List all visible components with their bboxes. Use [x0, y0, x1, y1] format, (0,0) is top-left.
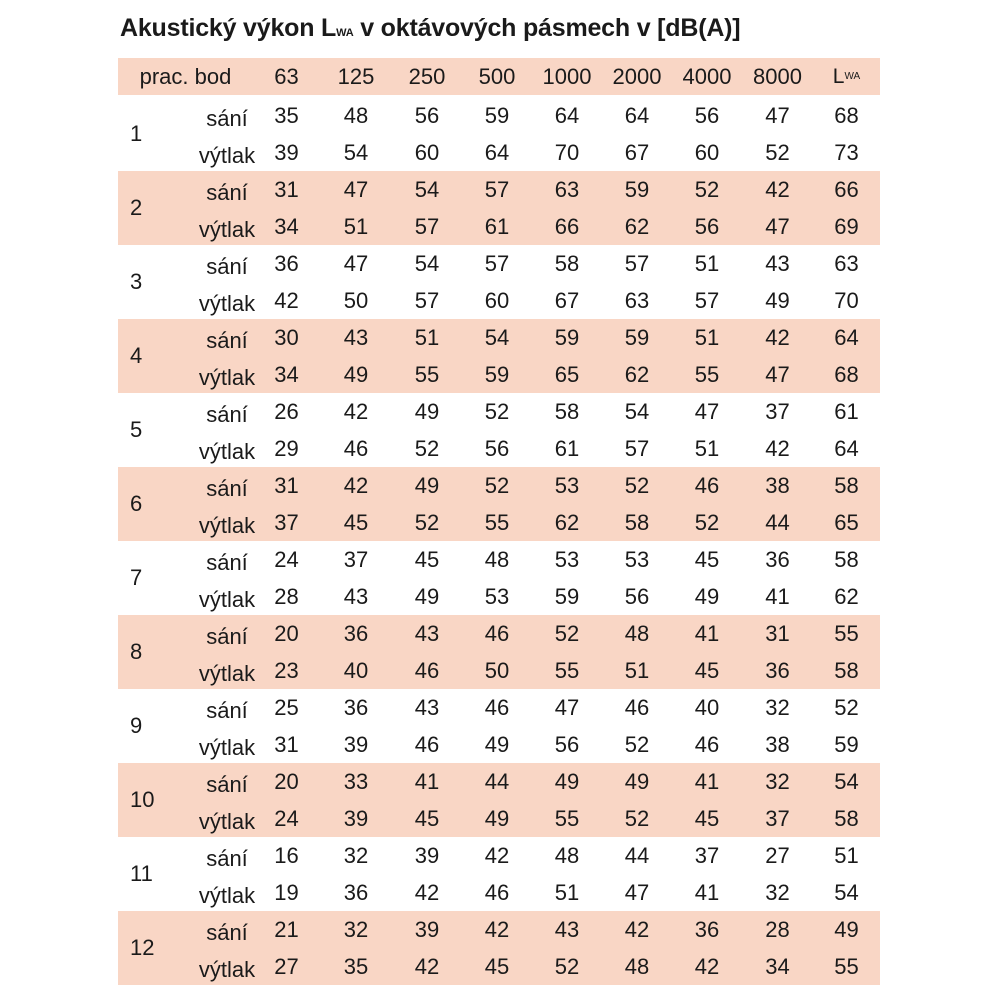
- discharge-value-cell: 57: [694, 287, 720, 313]
- discharge-value-cell: 69: [834, 213, 859, 239]
- discharge-value-cell: 39: [274, 139, 299, 165]
- suction-value-cell: 40: [694, 694, 720, 720]
- discharge-value-cell: 23: [274, 657, 299, 683]
- mode-label-suction: sání: [206, 920, 248, 945]
- header-lwa-main: L: [832, 65, 845, 88]
- operating-point-number: 11: [130, 861, 153, 886]
- discharge-value-cell: 67: [624, 139, 650, 165]
- discharge-value-cell: 58: [834, 805, 859, 831]
- table-title: [120, 14, 740, 43]
- suction-value-cell: 46: [694, 472, 720, 498]
- discharge-value-cell: 70: [834, 287, 859, 313]
- discharge-value-cell: 41: [765, 583, 790, 609]
- suction-value-cell: 64: [834, 324, 859, 350]
- operating-point-number: 8: [130, 639, 143, 664]
- suction-value-cell: 33: [343, 768, 369, 794]
- operating-point-number: 1: [130, 121, 143, 146]
- suction-value-cell: 36: [343, 694, 369, 720]
- mode-label-discharge: výtlak: [198, 143, 256, 168]
- discharge-value-cell: 52: [624, 731, 650, 757]
- discharge-value-cell: 51: [554, 879, 580, 905]
- suction-value-cell: 64: [624, 102, 650, 128]
- suction-value-cell: 52: [624, 472, 650, 498]
- operating-point-number: 2: [130, 195, 143, 220]
- suction-value-cell: 49: [624, 768, 650, 794]
- discharge-value-cell: 46: [343, 435, 369, 461]
- discharge-value-cell: 73: [834, 139, 859, 165]
- mode-label-suction: sání: [206, 476, 248, 501]
- discharge-value-cell: 60: [484, 287, 510, 313]
- discharge-value-cell: 46: [414, 657, 440, 683]
- discharge-value-cell: 47: [765, 213, 790, 239]
- operating-point-group: [118, 763, 880, 837]
- suction-value-cell: 38: [765, 472, 790, 498]
- discharge-value-cell: 38: [765, 731, 790, 757]
- mode-label-suction: sání: [206, 698, 248, 723]
- discharge-value-cell: 49: [414, 583, 440, 609]
- discharge-value-cell: 57: [414, 213, 440, 239]
- suction-value-cell: 31: [765, 620, 790, 646]
- suction-value-cell: 37: [343, 546, 369, 572]
- operating-point-cell: [118, 837, 256, 911]
- suction-value-cell: 53: [624, 546, 650, 572]
- table-header-row: [118, 58, 880, 95]
- suction-value-cell: 56: [694, 102, 720, 128]
- discharge-value-cell: 34: [274, 213, 299, 239]
- mode-label-suction: sání: [206, 254, 248, 279]
- suction-value-cell: 47: [765, 102, 790, 128]
- discharge-value-cell: 45: [484, 953, 510, 979]
- discharge-value-cell: 24: [274, 805, 299, 831]
- suction-value-cell: 43: [554, 916, 580, 942]
- discharge-value-cell: 58: [624, 509, 650, 535]
- suction-value-cell: 42: [343, 398, 369, 424]
- discharge-value-cell: 60: [414, 139, 440, 165]
- operating-point-number: 6: [130, 491, 143, 516]
- table-body: [118, 97, 880, 985]
- operating-point-number: 5: [130, 417, 143, 442]
- suction-value-cell: 45: [414, 546, 440, 572]
- suction-value-cell: 26: [274, 398, 299, 424]
- suction-value-cell: 58: [554, 250, 580, 276]
- discharge-value-cell: 36: [765, 657, 790, 683]
- suction-value-cell: 20: [274, 768, 299, 794]
- header-band-4000: 4000: [682, 63, 732, 89]
- suction-value-cell: 41: [694, 768, 720, 794]
- suction-value-cell: 31: [274, 176, 299, 202]
- suction-value-cell: 54: [414, 176, 440, 202]
- discharge-value-cell: 62: [624, 361, 650, 387]
- operating-point-cell: [118, 541, 256, 615]
- operating-point-group: [118, 467, 880, 541]
- discharge-value-cell: 70: [554, 139, 580, 165]
- operating-point-cell: [118, 615, 256, 689]
- discharge-value-cell: 49: [343, 361, 369, 387]
- suction-value-cell: 58: [554, 398, 580, 424]
- operating-point-cell: [118, 393, 256, 467]
- operating-point-group: [118, 541, 880, 615]
- discharge-value-cell: 52: [414, 509, 440, 535]
- suction-value-cell: 32: [343, 842, 369, 868]
- suction-value-cell: 59: [554, 324, 580, 350]
- suction-value-cell: 44: [484, 768, 510, 794]
- acoustic-power-table: [118, 58, 880, 985]
- discharge-value-cell: 36: [343, 879, 369, 905]
- operating-point-group: [118, 245, 880, 319]
- discharge-value-cell: 55: [414, 361, 440, 387]
- suction-value-cell: 52: [554, 620, 580, 646]
- operating-point-group: [118, 319, 880, 393]
- discharge-value-cell: 56: [624, 583, 650, 609]
- operating-point-cell: [118, 319, 256, 393]
- suction-value-cell: 25: [274, 694, 299, 720]
- discharge-value-cell: 49: [694, 583, 720, 609]
- suction-value-cell: 46: [624, 694, 650, 720]
- discharge-value-cell: 53: [484, 583, 510, 609]
- operating-point-number: 7: [130, 565, 143, 590]
- discharge-value-cell: 45: [343, 509, 369, 535]
- discharge-value-cell: 47: [624, 879, 650, 905]
- suction-value-cell: 63: [834, 250, 859, 276]
- header-band-2000: 2000: [612, 63, 662, 89]
- suction-value-cell: 31: [274, 472, 299, 498]
- discharge-value-cell: 63: [624, 287, 650, 313]
- discharge-value-cell: 58: [834, 657, 859, 683]
- mode-label-suction: sání: [206, 846, 248, 871]
- discharge-value-cell: 29: [274, 435, 299, 461]
- suction-value-cell: 28: [765, 916, 790, 942]
- mode-label-suction: sání: [206, 624, 248, 649]
- suction-value-cell: 46: [484, 694, 510, 720]
- suction-value-cell: 52: [484, 472, 510, 498]
- discharge-value-cell: 52: [694, 509, 720, 535]
- suction-value-cell: 32: [765, 694, 790, 720]
- mode-label-discharge: výtlak: [198, 809, 256, 834]
- suction-value-cell: 42: [343, 472, 369, 498]
- suction-value-cell: 48: [343, 102, 369, 128]
- suction-value-cell: 54: [624, 398, 650, 424]
- suction-value-cell: 49: [554, 768, 580, 794]
- operating-point-cell: [118, 97, 256, 171]
- suction-value-cell: 51: [694, 250, 720, 276]
- suction-value-cell: 36: [694, 916, 720, 942]
- suction-value-cell: 54: [414, 250, 440, 276]
- suction-value-cell: 59: [624, 176, 650, 202]
- mode-label-suction: sání: [206, 328, 248, 353]
- suction-value-cell: 59: [484, 102, 510, 128]
- suction-value-cell: 53: [554, 546, 580, 572]
- discharge-value-cell: 62: [834, 583, 859, 609]
- suction-value-cell: 57: [484, 176, 510, 202]
- discharge-value-cell: 51: [624, 657, 650, 683]
- discharge-value-cell: 48: [624, 953, 650, 979]
- suction-value-cell: 42: [484, 916, 510, 942]
- discharge-value-cell: 65: [554, 361, 580, 387]
- discharge-value-cell: 55: [554, 805, 580, 831]
- suction-value-cell: 20: [274, 620, 299, 646]
- suction-value-cell: 68: [834, 102, 859, 128]
- discharge-value-cell: 56: [554, 731, 580, 757]
- discharge-value-cell: 56: [694, 213, 720, 239]
- suction-value-cell: 59: [624, 324, 650, 350]
- discharge-value-cell: 62: [554, 509, 580, 535]
- discharge-value-cell: 45: [694, 805, 720, 831]
- discharge-value-cell: 40: [343, 657, 369, 683]
- discharge-value-cell: 27: [274, 953, 299, 979]
- discharge-value-cell: 61: [554, 435, 580, 461]
- discharge-value-cell: 57: [414, 287, 440, 313]
- discharge-value-cell: 37: [274, 509, 299, 535]
- operating-point-number: 3: [130, 269, 143, 294]
- discharge-value-cell: 52: [554, 953, 580, 979]
- title-rest: v oktávových pásmech v [dB(A)]: [353, 14, 741, 42]
- mode-label-discharge: výtlak: [198, 365, 256, 390]
- suction-value-cell: 51: [834, 842, 859, 868]
- operating-point-number: 4: [130, 343, 143, 368]
- discharge-value-cell: 54: [343, 139, 369, 165]
- header-lwa: [813, 58, 880, 95]
- operating-point-group: [118, 615, 880, 689]
- discharge-value-cell: 52: [414, 435, 440, 461]
- suction-value-cell: 44: [624, 842, 650, 868]
- mode-label-suction: sání: [206, 106, 248, 131]
- discharge-value-cell: 55: [554, 657, 580, 683]
- discharge-value-cell: 35: [343, 953, 369, 979]
- suction-value-cell: 47: [554, 694, 580, 720]
- discharge-value-cell: 49: [484, 805, 510, 831]
- discharge-value-cell: 66: [554, 213, 580, 239]
- header-band-125: 125: [337, 63, 375, 89]
- suction-value-cell: 46: [484, 620, 510, 646]
- discharge-value-cell: 52: [624, 805, 650, 831]
- mode-label-discharge: výtlak: [198, 735, 256, 760]
- discharge-value-cell: 42: [414, 953, 440, 979]
- operating-point-cell: [118, 689, 256, 763]
- discharge-value-cell: 54: [834, 879, 859, 905]
- mode-label-discharge: výtlak: [198, 439, 256, 464]
- suction-value-cell: 49: [414, 472, 440, 498]
- suction-value-cell: 53: [554, 472, 580, 498]
- mode-label-suction: sání: [206, 550, 248, 575]
- suction-value-cell: 43: [414, 694, 440, 720]
- suction-value-cell: 37: [694, 842, 720, 868]
- suction-value-cell: 35: [274, 102, 299, 128]
- discharge-value-cell: 46: [694, 731, 720, 757]
- discharge-value-cell: 42: [274, 287, 299, 313]
- discharge-value-cell: 34: [765, 953, 790, 979]
- mode-label-discharge: výtlak: [198, 291, 256, 316]
- header-band-63: 63: [274, 63, 299, 89]
- discharge-value-cell: 44: [765, 509, 790, 535]
- suction-value-cell: 49: [834, 916, 859, 942]
- suction-value-cell: 61: [834, 398, 859, 424]
- suction-value-cell: 66: [834, 176, 859, 202]
- discharge-value-cell: 55: [834, 953, 859, 979]
- discharge-value-cell: 41: [694, 879, 720, 905]
- discharge-value-cell: 28: [274, 583, 299, 609]
- suction-value-cell: 54: [834, 768, 859, 794]
- suction-value-cell: 58: [834, 472, 859, 498]
- suction-value-cell: 45: [694, 546, 720, 572]
- suction-value-cell: 32: [343, 916, 369, 942]
- title-main: Akustický výkon L: [120, 14, 337, 42]
- suction-value-cell: 52: [484, 398, 510, 424]
- suction-value-cell: 32: [765, 768, 790, 794]
- discharge-value-cell: 56: [484, 435, 510, 461]
- suction-value-cell: 47: [343, 250, 369, 276]
- header-band-1000: 1000: [542, 63, 592, 89]
- suction-value-cell: 64: [554, 102, 580, 128]
- discharge-value-cell: 62: [624, 213, 650, 239]
- discharge-value-cell: 51: [694, 435, 720, 461]
- suction-value-cell: 43: [765, 250, 790, 276]
- operating-point-group: [118, 171, 880, 245]
- suction-value-cell: 52: [834, 694, 859, 720]
- discharge-value-cell: 64: [834, 435, 859, 461]
- discharge-value-cell: 61: [484, 213, 510, 239]
- discharge-value-cell: 42: [765, 435, 790, 461]
- suction-value-cell: 49: [414, 398, 440, 424]
- suction-value-cell: 43: [343, 324, 369, 350]
- operating-point-group: [118, 837, 880, 911]
- mode-label-suction: sání: [206, 772, 248, 797]
- suction-value-cell: 57: [484, 250, 510, 276]
- suction-value-cell: 56: [414, 102, 440, 128]
- discharge-value-cell: 68: [834, 361, 859, 387]
- operating-point-cell: [118, 171, 256, 245]
- suction-value-cell: 51: [694, 324, 720, 350]
- suction-value-cell: 39: [414, 916, 440, 942]
- mode-label-discharge: výtlak: [198, 883, 256, 908]
- mode-label-suction: sání: [206, 402, 248, 427]
- suction-value-cell: 48: [484, 546, 510, 572]
- header-operating-point: prac. bod: [139, 63, 232, 89]
- operating-point-group: [118, 911, 880, 985]
- discharge-value-cell: 42: [694, 953, 720, 979]
- discharge-value-cell: 51: [343, 213, 369, 239]
- discharge-value-cell: 39: [343, 805, 369, 831]
- suction-value-cell: 30: [274, 324, 299, 350]
- suction-value-cell: 27: [765, 842, 790, 868]
- discharge-value-cell: 45: [694, 657, 720, 683]
- discharge-value-cell: 19: [274, 879, 299, 905]
- discharge-value-cell: 46: [414, 731, 440, 757]
- suction-value-cell: 58: [834, 546, 859, 572]
- suction-value-cell: 54: [484, 324, 510, 350]
- discharge-value-cell: 64: [484, 139, 510, 165]
- suction-value-cell: 42: [765, 176, 790, 202]
- suction-value-cell: 37: [765, 398, 790, 424]
- operating-point-group: [118, 689, 880, 763]
- discharge-value-cell: 65: [834, 509, 859, 535]
- suction-value-cell: 42: [484, 842, 510, 868]
- mode-label-discharge: výtlak: [198, 587, 256, 612]
- header-band-500: 500: [478, 63, 516, 89]
- suction-value-cell: 24: [274, 546, 299, 572]
- suction-value-cell: 36: [274, 250, 299, 276]
- mode-label-discharge: výtlak: [198, 217, 256, 242]
- suction-value-cell: 41: [694, 620, 720, 646]
- discharge-value-cell: 37: [765, 805, 790, 831]
- suction-value-cell: 48: [554, 842, 580, 868]
- header-lwa-subscript: WA: [844, 70, 861, 82]
- suction-value-cell: 39: [414, 842, 440, 868]
- operating-point-cell: [118, 763, 256, 837]
- discharge-value-cell: 59: [554, 583, 580, 609]
- discharge-value-cell: 67: [554, 287, 580, 313]
- operating-point-cell: [118, 245, 256, 319]
- discharge-value-cell: 31: [274, 731, 299, 757]
- discharge-value-cell: 46: [484, 879, 510, 905]
- operating-point-cell: [118, 467, 256, 541]
- discharge-value-cell: 60: [694, 139, 720, 165]
- suction-value-cell: 43: [414, 620, 440, 646]
- discharge-value-cell: 34: [274, 361, 299, 387]
- suction-value-cell: 16: [274, 842, 299, 868]
- discharge-value-cell: 57: [624, 435, 650, 461]
- discharge-value-cell: 59: [484, 361, 510, 387]
- suction-value-cell: 42: [624, 916, 650, 942]
- discharge-value-cell: 50: [343, 287, 369, 313]
- suction-value-cell: 47: [694, 398, 720, 424]
- operating-point-cell: [118, 911, 256, 985]
- discharge-value-cell: 55: [484, 509, 510, 535]
- discharge-value-cell: 43: [343, 583, 369, 609]
- suction-value-cell: 57: [624, 250, 650, 276]
- discharge-value-cell: 55: [694, 361, 720, 387]
- discharge-value-cell: 39: [343, 731, 369, 757]
- discharge-value-cell: 45: [414, 805, 440, 831]
- suction-value-cell: 41: [414, 768, 440, 794]
- operating-point-group: [118, 393, 880, 467]
- suction-value-cell: 42: [765, 324, 790, 350]
- suction-value-cell: 63: [554, 176, 580, 202]
- operating-point-group: [118, 97, 880, 171]
- suction-value-cell: 36: [765, 546, 790, 572]
- header-band-250: 250: [408, 63, 446, 89]
- operating-point-number: 12: [130, 935, 155, 960]
- mode-label-discharge: výtlak: [198, 661, 256, 686]
- title-subscript: WA: [336, 27, 354, 39]
- operating-point-number: 10: [130, 787, 155, 812]
- discharge-value-cell: 32: [765, 879, 790, 905]
- suction-value-cell: 48: [624, 620, 650, 646]
- discharge-value-cell: 42: [414, 879, 440, 905]
- discharge-value-cell: 47: [765, 361, 790, 387]
- header-band-8000: 8000: [753, 63, 802, 89]
- suction-value-cell: 55: [834, 620, 859, 646]
- suction-value-cell: 52: [694, 176, 720, 202]
- mode-label-discharge: výtlak: [198, 957, 256, 982]
- discharge-value-cell: 59: [834, 731, 859, 757]
- discharge-value-cell: 52: [765, 139, 790, 165]
- suction-value-cell: 47: [343, 176, 369, 202]
- discharge-value-cell: 49: [484, 731, 510, 757]
- mode-label-suction: sání: [206, 180, 248, 205]
- discharge-value-cell: 49: [765, 287, 790, 313]
- suction-value-cell: 51: [414, 324, 440, 350]
- mode-label-discharge: výtlak: [198, 513, 256, 538]
- discharge-value-cell: 50: [484, 657, 510, 683]
- operating-point-number: 9: [130, 713, 143, 738]
- suction-value-cell: 21: [274, 916, 299, 942]
- suction-value-cell: 36: [343, 620, 369, 646]
